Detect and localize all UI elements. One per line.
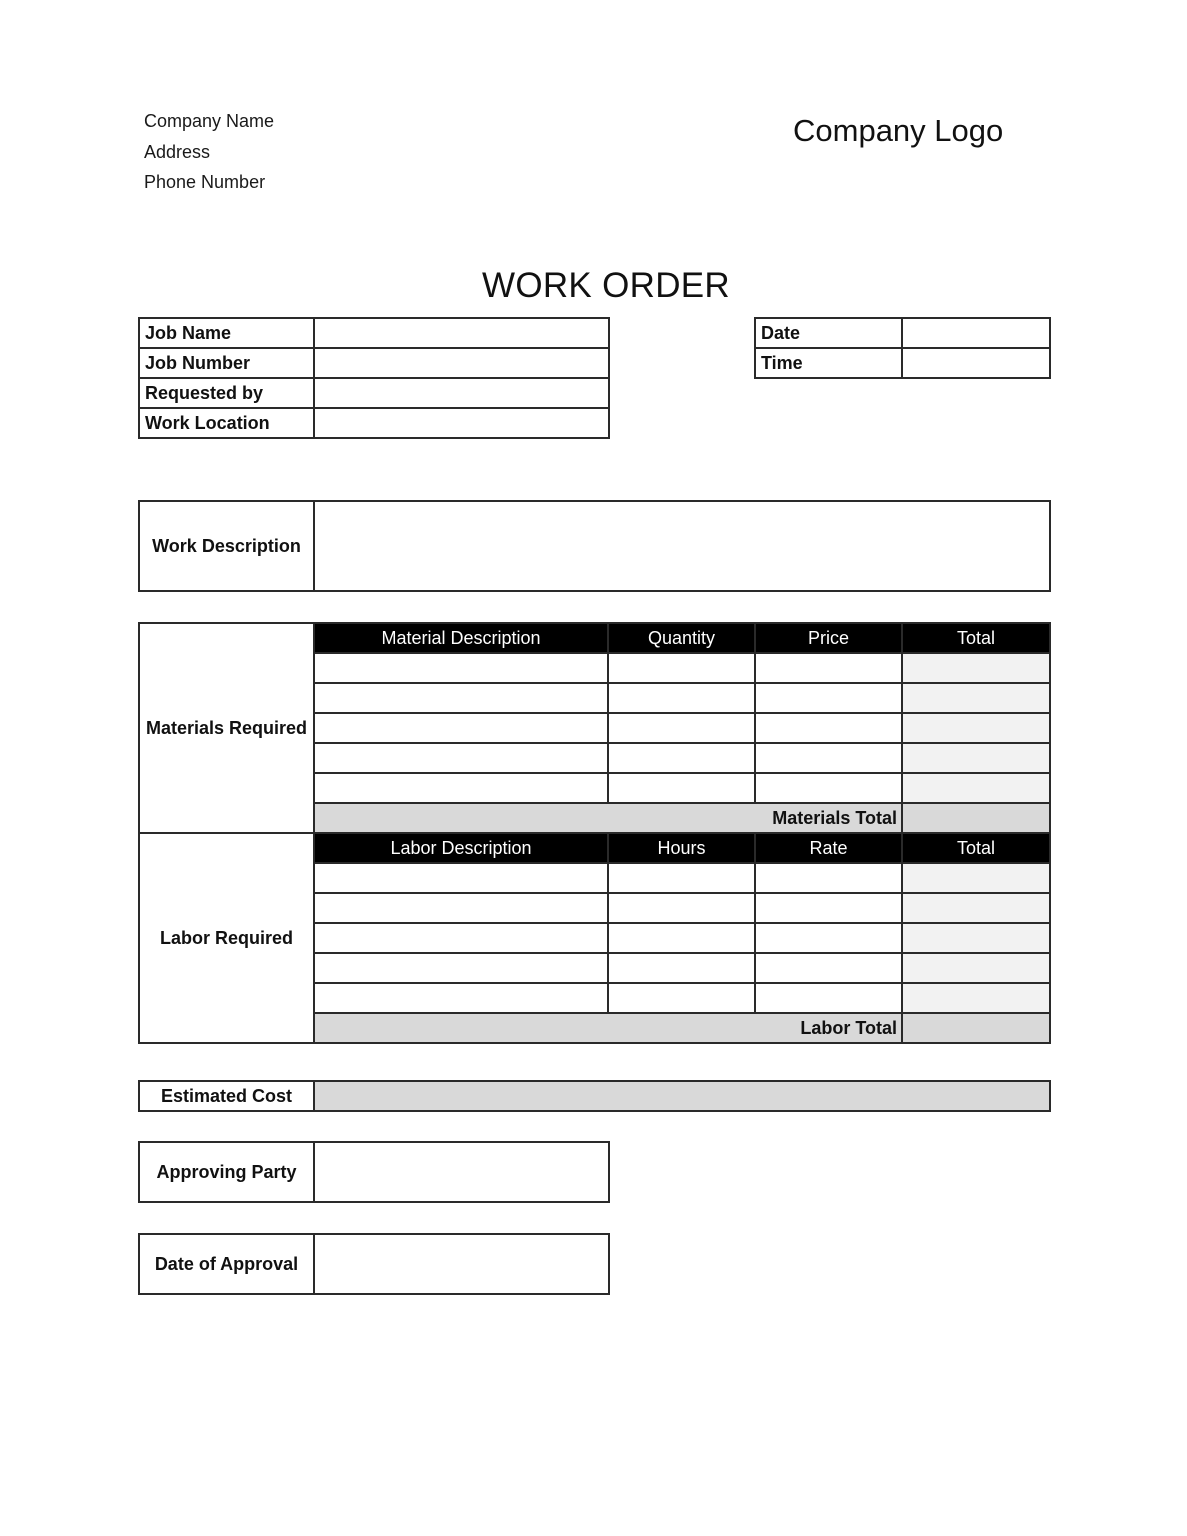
labor-total-label: Labor Total [314, 1013, 902, 1043]
material-price-cell[interactable] [755, 713, 902, 743]
hours-header: Hours [608, 833, 755, 863]
date-row [755, 318, 1050, 348]
approving-party-label: Approving Party [139, 1142, 314, 1202]
labor-hours-cell[interactable] [608, 923, 755, 953]
material-total-cell[interactable] [902, 653, 1050, 683]
material-description-cell[interactable] [314, 683, 608, 713]
labor-total-cell[interactable] [902, 983, 1050, 1013]
job-info-table [138, 317, 610, 439]
labor-description-cell[interactable] [314, 953, 608, 983]
price-header: Price [755, 623, 902, 653]
labor-description-cell[interactable] [314, 983, 608, 1013]
labor-description-header: Labor Description [314, 833, 608, 863]
labor-description-cell[interactable] [314, 863, 608, 893]
requested-by-label: Requested by [139, 378, 314, 408]
company-logo-placeholder: Company Logo [793, 113, 1004, 148]
work-description-field[interactable] [314, 501, 1050, 591]
material-total-cell[interactable] [902, 683, 1050, 713]
materials-section-label: Materials Required [139, 623, 314, 833]
approving-party-row [139, 1142, 609, 1202]
material-quantity-cell[interactable] [608, 653, 755, 683]
date-of-approval-table [138, 1233, 610, 1295]
work-location-field[interactable] [314, 408, 609, 438]
labor-total-cell[interactable] [902, 953, 1050, 983]
labor-total-cell[interactable] [902, 893, 1050, 923]
date-of-approval-row [139, 1234, 609, 1294]
labor-rate-cell[interactable] [755, 923, 902, 953]
company-name: Company Name [144, 111, 275, 131]
date-of-approval-field[interactable] [314, 1234, 609, 1294]
company-address: Address [144, 141, 211, 162]
material-price-cell[interactable] [755, 653, 902, 683]
labor-description-cell[interactable] [314, 893, 608, 923]
materials-total-value[interactable] [902, 803, 1050, 833]
estimated-cost-row [139, 1081, 1050, 1111]
estimated-cost-field[interactable] [314, 1081, 1050, 1111]
approving-party-table [138, 1141, 610, 1203]
labor-section-label: Labor Required [139, 833, 314, 1043]
job-name-field[interactable] [314, 318, 609, 348]
labor-header-row [139, 833, 1050, 863]
estimated-cost-label: Estimated Cost [139, 1081, 314, 1111]
page-title: WORK ORDER [482, 266, 730, 305]
materials-total-header: Total [902, 623, 1050, 653]
labor-total-cell[interactable] [902, 923, 1050, 953]
material-quantity-cell[interactable] [608, 683, 755, 713]
labor-hours-cell[interactable] [608, 893, 755, 923]
quantity-header: Quantity [608, 623, 755, 653]
labor-hours-cell[interactable] [608, 983, 755, 1013]
work-location-label: Work Location [139, 408, 314, 438]
time-row [755, 348, 1050, 378]
labor-hours-cell[interactable] [608, 863, 755, 893]
material-total-cell[interactable] [902, 743, 1050, 773]
material-price-cell[interactable] [755, 743, 902, 773]
material-quantity-cell[interactable] [608, 743, 755, 773]
material-description-cell[interactable] [314, 773, 608, 803]
work-description-row [139, 501, 1050, 591]
date-of-approval-label: Date of Approval [139, 1234, 314, 1294]
rate-header: Rate [755, 833, 902, 863]
labor-hours-cell[interactable] [608, 953, 755, 983]
date-field[interactable] [902, 318, 1050, 348]
job-name-row [139, 318, 609, 348]
job-number-row [139, 348, 609, 378]
labor-rate-cell[interactable] [755, 953, 902, 983]
material-quantity-cell[interactable] [608, 773, 755, 803]
material-description-header: Material Description [314, 623, 608, 653]
labor-description-cell[interactable] [314, 923, 608, 953]
estimated-cost-table [138, 1080, 1051, 1112]
labor-rate-cell[interactable] [755, 983, 902, 1013]
materials-total-label: Materials Total [314, 803, 902, 833]
time-field[interactable] [902, 348, 1050, 378]
materials-labor-table [138, 622, 1051, 1044]
material-description-cell[interactable] [314, 653, 608, 683]
material-description-cell[interactable] [314, 743, 608, 773]
materials-header-row [139, 623, 1050, 653]
work-description-label: Work Description [139, 501, 314, 591]
requested-by-field[interactable] [314, 378, 609, 408]
time-label: Time [755, 348, 902, 378]
material-description-cell[interactable] [314, 713, 608, 743]
material-price-cell[interactable] [755, 773, 902, 803]
labor-rate-cell[interactable] [755, 893, 902, 923]
labor-rate-cell[interactable] [755, 863, 902, 893]
job-number-field[interactable] [314, 348, 609, 378]
company-phone: Phone Number [144, 172, 266, 192]
labor-total-value[interactable] [902, 1013, 1050, 1043]
labor-total-header: Total [902, 833, 1050, 863]
date-label: Date [755, 318, 902, 348]
material-total-cell[interactable] [902, 773, 1050, 803]
job-name-label: Job Name [139, 318, 314, 348]
material-quantity-cell[interactable] [608, 713, 755, 743]
material-price-cell[interactable] [755, 683, 902, 713]
company-info [144, 106, 274, 198]
work-description-table [138, 500, 1051, 592]
labor-total-cell[interactable] [902, 863, 1050, 893]
approving-party-field[interactable] [314, 1142, 609, 1202]
work-location-row [139, 408, 609, 438]
job-number-label: Job Number [139, 348, 314, 378]
date-time-table [754, 317, 1051, 379]
material-total-cell[interactable] [902, 713, 1050, 743]
requested-by-row [139, 378, 609, 408]
